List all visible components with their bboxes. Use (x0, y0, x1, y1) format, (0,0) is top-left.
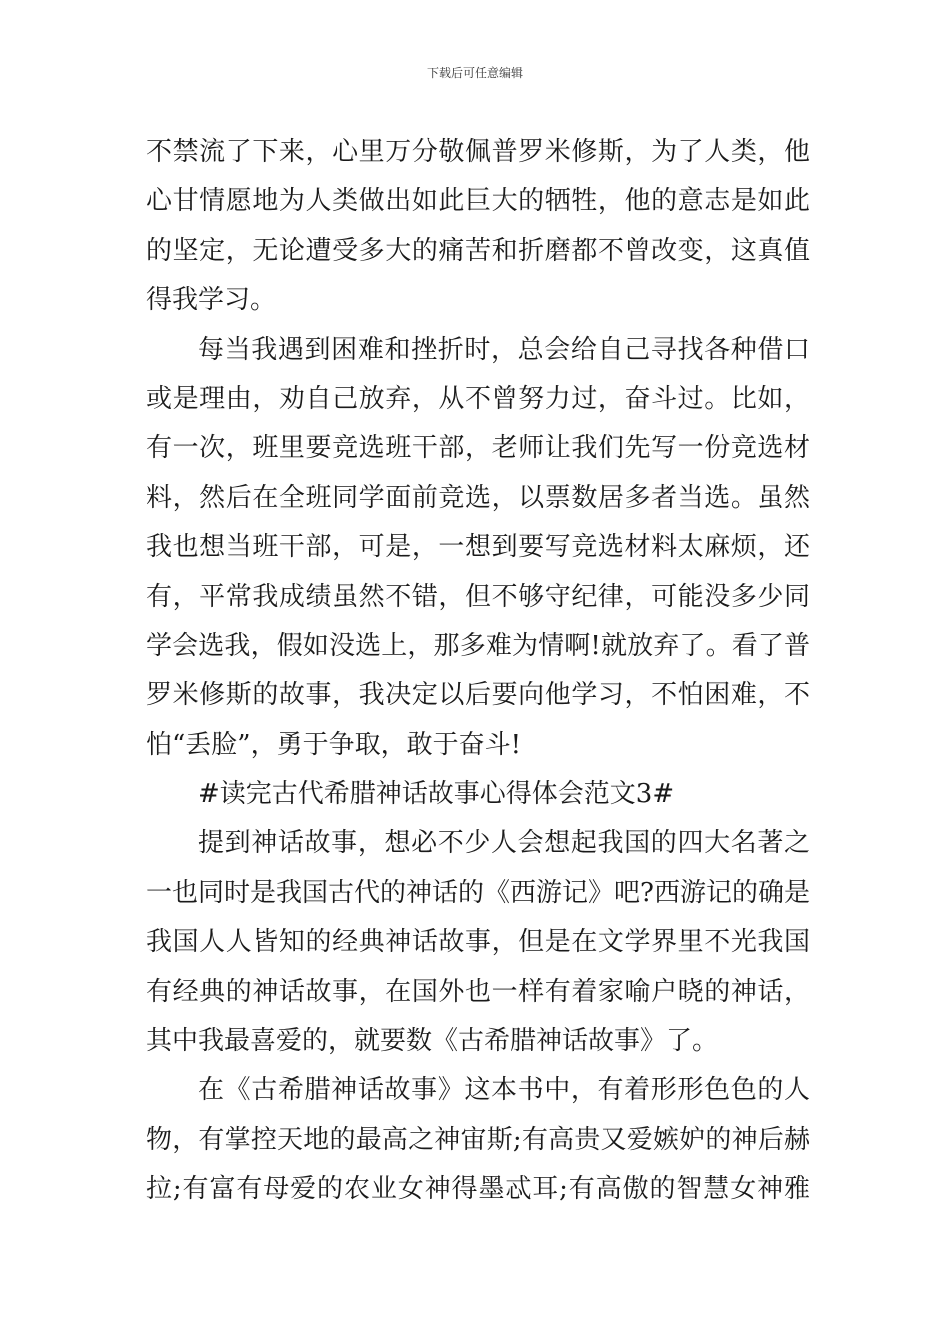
text-line: 不禁流了下来，心里万分敬佩普罗米修斯，为了人类，他 (146, 137, 810, 167)
text-line: 有经典的神话故事，在国外也一样有着家喻户晓的神话， (146, 976, 810, 1007)
page-header: 下载后可任意编辑 (426, 66, 523, 80)
text-line: 有，平常我成绩虽然不错，但不够守纪律，可能没多少同 (146, 581, 810, 612)
text-line: 一也同时是我国古代的神话的《西游记》吧?西游记的确是 (146, 877, 810, 908)
text-line: 罗米修斯的故事，我决定以后要向他学习，不怕困难，不 (146, 680, 810, 711)
text-line: 或是理由，劝自己放弃，从不曾努力过，奋斗过。比如， (146, 383, 810, 414)
text-line: 的坚定，无论遭受多大的痛苦和折磨都不曾改变，这真值 (146, 235, 810, 266)
text-line: 学会选我，假如没选上，那多难为情啊!就放弃了。看了普 (146, 630, 810, 661)
document-body (146, 128, 810, 1215)
text-line: 料，然后在全班同学面前竞选，以票数居多者当选。虽然 (146, 482, 810, 513)
text-line: 提到神话故事，想必不少人会想起我国的四大名著之 (198, 828, 810, 859)
text-line: 有一次，班里要竞选班干部，老师让我们先写一份竞选材 (146, 433, 810, 464)
text-line: 其中我最喜爱的，就要数《古希腊神话故事》了。 (146, 1026, 719, 1057)
text-line: 在《古希腊神话故事》这本书中，有着形形色色的人 (198, 1075, 810, 1106)
text-line: 物，有掌控天地的最高之神宙斯;有高贵又爱嫉妒的神后赫 (146, 1124, 810, 1155)
section-heading: #读完古代希腊神话故事心得体会范文3# (198, 779, 675, 810)
text-line: 我也想当班干部，可是，一想到要写竞选材料太麻烦，还 (146, 532, 810, 563)
text-line: 拉;有富有母爱的农业女神得墨忒耳;有高傲的智慧女神雅 (146, 1174, 810, 1205)
text-line: 怕“丢脸”，勇于争取，敢于奋斗! (146, 729, 522, 760)
text-line: 心甘情愿地为人类做出如此巨大的牺牲，他的意志是如此 (146, 186, 810, 217)
text-line: 每当我遇到困难和挫折时，总会给自己寻找各种借口 (198, 334, 810, 365)
text-line: 我国人人皆知的经典神话故事，但是在文学界里不光我国 (146, 927, 810, 958)
text-line: 得我学习。 (146, 285, 277, 316)
